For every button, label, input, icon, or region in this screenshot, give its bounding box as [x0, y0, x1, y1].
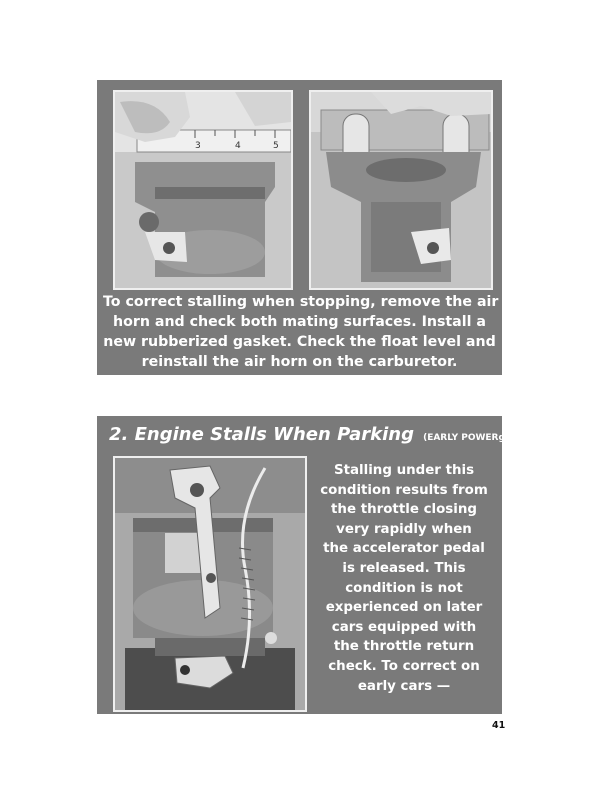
caption-line: reinstall the air horn on the carburetor.: [141, 354, 458, 370]
body-line: condition results from: [320, 482, 488, 498]
body-line: cars equipped with: [331, 619, 477, 635]
section-title: 2. Engine Stalls When Parking: [109, 424, 414, 445]
body-line: the throttle return: [333, 639, 475, 655]
body-line: the throttle closing: [331, 502, 477, 518]
ruler-mark-label: 5: [273, 141, 279, 151]
caption-line: horn and check both mating surfaces. Install a: [112, 314, 486, 330]
body-line: check. To correct on: [328, 658, 480, 674]
ruler-mark-label: 3: [195, 141, 201, 151]
throttle-linkage-illustration: [115, 458, 305, 710]
photo-float-level: [309, 90, 493, 290]
body-line: condition is not: [345, 580, 463, 596]
body-line: experienced on later: [325, 600, 483, 616]
body-line: the accelerator pedal: [323, 541, 485, 557]
figure-panel-air-horn: [97, 80, 502, 375]
section-title-note: (EARLY POWERglide ONLY): [423, 433, 557, 443]
page-number: 41: [492, 720, 506, 731]
figure-panel-stalls-parking: [97, 416, 557, 714]
caption-line: To correct stalling when stopping, remove the air: [103, 294, 499, 310]
caption-air-horn: [103, 292, 499, 372]
body-line: Stalling under this: [333, 463, 475, 478]
caption-line: new rubberized gasket. Check the float level and: [103, 334, 496, 350]
photo-measuring-carburetor: [113, 90, 293, 290]
stalling-explanation: [309, 461, 499, 696]
photo-throttle-linkage: [113, 456, 307, 712]
body-line: is released. This: [342, 560, 466, 576]
body-line: very rapidly when: [336, 521, 472, 537]
body-line: early cars —: [357, 678, 451, 694]
section-heading: [109, 424, 557, 445]
carburetor-ruler-illustration: [115, 92, 291, 288]
float-level-illustration: [311, 92, 491, 288]
ruler-mark-label: 4: [235, 141, 241, 151]
